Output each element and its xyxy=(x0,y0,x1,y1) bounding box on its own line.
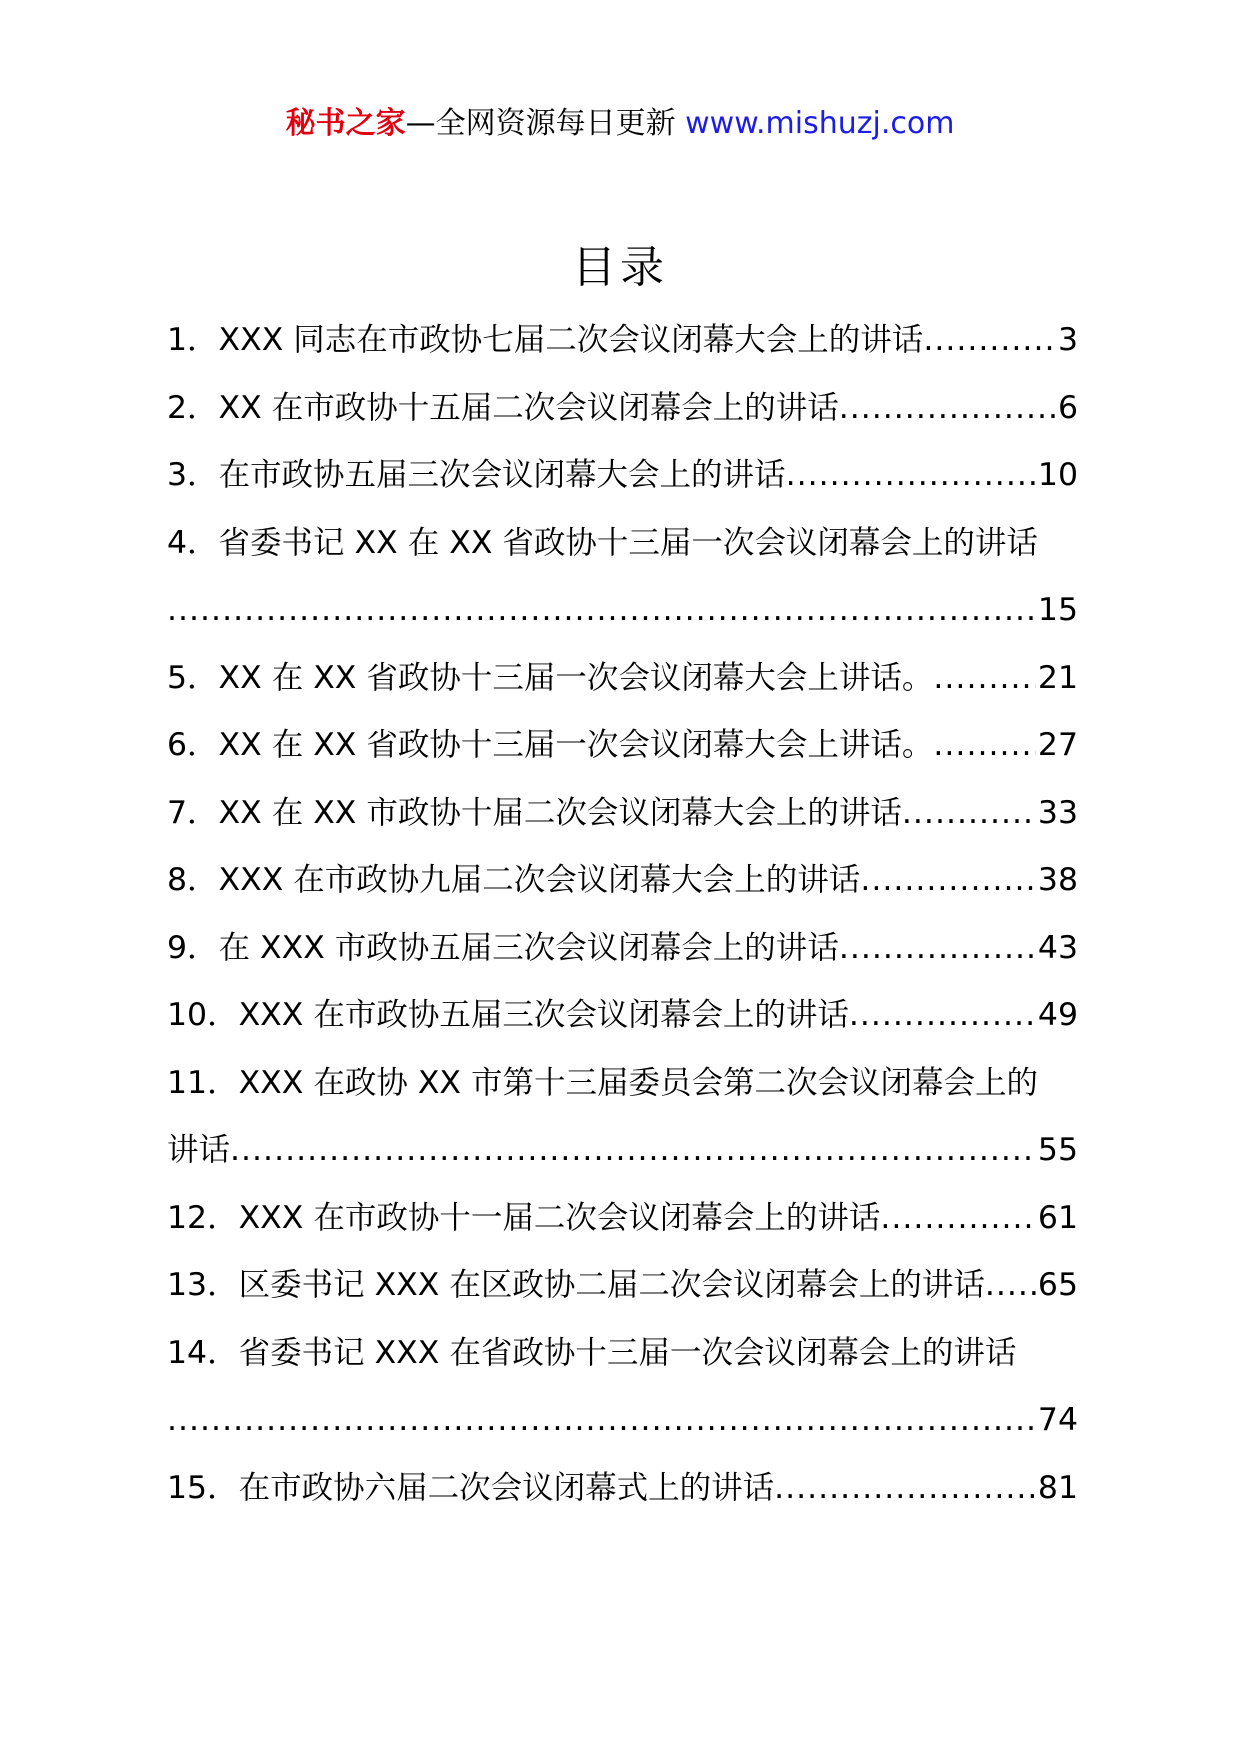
entry-title: XX 在 XX 省政协十三届一次会议闭幕大会上讲话。 xyxy=(218,659,934,696)
dot-leader xyxy=(167,577,1036,645)
dot-leader xyxy=(839,915,1036,983)
entry-number: 2． xyxy=(167,389,219,426)
entry-number: 12． xyxy=(167,1199,239,1236)
entry-page-number: 74 xyxy=(1037,1402,1078,1438)
dot-leader xyxy=(933,645,1036,713)
entry-number: 6． xyxy=(167,727,219,763)
entry-number: 10． xyxy=(167,997,239,1033)
entry-page-number: 27 xyxy=(1037,727,1078,763)
toc-entry[interactable] xyxy=(167,1050,1078,1185)
entry-title: XX 在 XX 省政协十三届一次会议闭幕大会上讲话。 xyxy=(218,727,934,763)
entry-number: 9． xyxy=(167,929,219,966)
entry-number: 3． xyxy=(167,457,219,493)
entry-page-number: 15 xyxy=(1037,592,1078,628)
entry-title: 在市政协六届二次会议闭幕式上的讲话 xyxy=(238,1469,775,1506)
entry-number: 8． xyxy=(167,862,219,898)
toc-entry[interactable] xyxy=(167,645,1078,713)
entry-number: 11． xyxy=(167,1064,239,1101)
site-url-link[interactable]: www.mishuzj.com xyxy=(685,106,955,141)
entry-page-number: 33 xyxy=(1037,794,1078,831)
dot-leader xyxy=(167,1387,1036,1455)
dot-leader xyxy=(880,1185,1036,1253)
entry-number: 4． xyxy=(167,524,219,561)
entry-number: 1． xyxy=(167,322,219,358)
dot-leader xyxy=(902,780,1036,848)
entry-title: 省委书记 XX 在 XX 省政协十三届一次会议闭幕会上的讲话 xyxy=(218,524,1038,561)
toc-entry[interactable] xyxy=(167,510,1078,645)
entry-page-number: 61 xyxy=(1037,1199,1078,1236)
toc-entry[interactable] xyxy=(167,1320,1078,1455)
entry-page-number: 21 xyxy=(1037,659,1078,696)
entry-page-number: 55 xyxy=(1037,1132,1078,1168)
entry-leader-line xyxy=(167,1387,1078,1455)
toc-entry[interactable] xyxy=(167,1252,1078,1320)
toc-entry[interactable] xyxy=(167,1455,1078,1523)
toc-entry[interactable] xyxy=(167,780,1078,848)
toc-entry[interactable] xyxy=(167,442,1078,510)
entry-title: XXX 在市政协九届二次会议闭幕大会上的讲话 xyxy=(218,862,861,898)
toc-entry[interactable] xyxy=(167,915,1078,983)
entry-page-number: 38 xyxy=(1037,862,1078,898)
entry-number: 13． xyxy=(167,1267,239,1303)
site-slogan: —全网资源每日更新 xyxy=(405,106,686,141)
entry-page-number: 49 xyxy=(1037,997,1078,1033)
dot-leader xyxy=(786,442,1036,510)
entry-title: 在市政协五届三次会议闭幕大会上的讲话 xyxy=(218,457,786,493)
toc-entry[interactable] xyxy=(167,1185,1078,1253)
entry-leader-line xyxy=(167,1117,1078,1185)
entry-number: 15． xyxy=(167,1469,239,1506)
entry-title: 区委书记 XXX 在区政协二届二次会议闭幕会上的讲话 xyxy=(238,1267,985,1303)
entry-title: XXX 同志在市政协七届二次会议闭幕大会上的讲话 xyxy=(218,322,924,358)
toc-title: 目录 xyxy=(572,242,668,293)
entry-title: 在 XXX 市政协五届三次会议闭幕会上的讲话 xyxy=(218,929,839,966)
dot-leader xyxy=(933,712,1036,780)
entry-number: 5． xyxy=(167,659,219,696)
entry-title-line xyxy=(167,1050,1078,1118)
entry-leader-line xyxy=(167,577,1078,645)
entry-title: 省委书记 XXX 在省政协十三届一次会议闭幕会上的讲话 xyxy=(238,1334,1017,1371)
dot-leader xyxy=(230,1117,1036,1185)
entry-title-line xyxy=(167,510,1078,578)
entry-number: 7． xyxy=(167,794,219,831)
entry-title: XXX 在市政协五届三次会议闭幕会上的讲话 xyxy=(238,997,849,1033)
entry-title-line xyxy=(167,1320,1078,1388)
toc-entry[interactable] xyxy=(167,712,1078,780)
dot-leader xyxy=(849,982,1036,1050)
dot-leader xyxy=(774,1455,1036,1523)
entry-title: XX 在市政协十五届二次会议闭幕会上的讲话 xyxy=(218,389,839,426)
dot-leader xyxy=(923,307,1056,375)
site-brand: 秘书之家 xyxy=(285,106,406,141)
entry-title: XXX 在政协 XX 市第十三届委员会第二次会议闭幕会上的 xyxy=(238,1064,1039,1101)
entry-page-number: 65 xyxy=(1037,1267,1078,1303)
entry-page-number: 3 xyxy=(1057,322,1078,358)
entry-page-number: 6 xyxy=(1057,389,1078,426)
entry-page-number: 43 xyxy=(1037,929,1078,966)
dot-leader xyxy=(860,847,1036,915)
dot-leader xyxy=(839,375,1056,443)
entry-page-number: 10 xyxy=(1037,457,1078,493)
entry-title-continuation: 讲话 xyxy=(167,1132,231,1168)
toc-entry[interactable] xyxy=(167,375,1078,443)
entry-title: XXX 在市政协十一届二次会议闭幕会上的讲话 xyxy=(238,1199,881,1236)
entry-page-number: 81 xyxy=(1037,1469,1078,1506)
dot-leader xyxy=(985,1252,1036,1320)
entry-title: XX 在 XX 市政协十届二次会议闭幕大会上的讲话 xyxy=(218,794,902,831)
toc-entry[interactable] xyxy=(167,847,1078,915)
entry-number: 14． xyxy=(167,1334,239,1371)
toc-entry[interactable] xyxy=(167,307,1078,375)
toc-entry[interactable] xyxy=(167,982,1078,1050)
table-of-contents xyxy=(167,307,1078,1522)
site-header xyxy=(0,100,1240,148)
